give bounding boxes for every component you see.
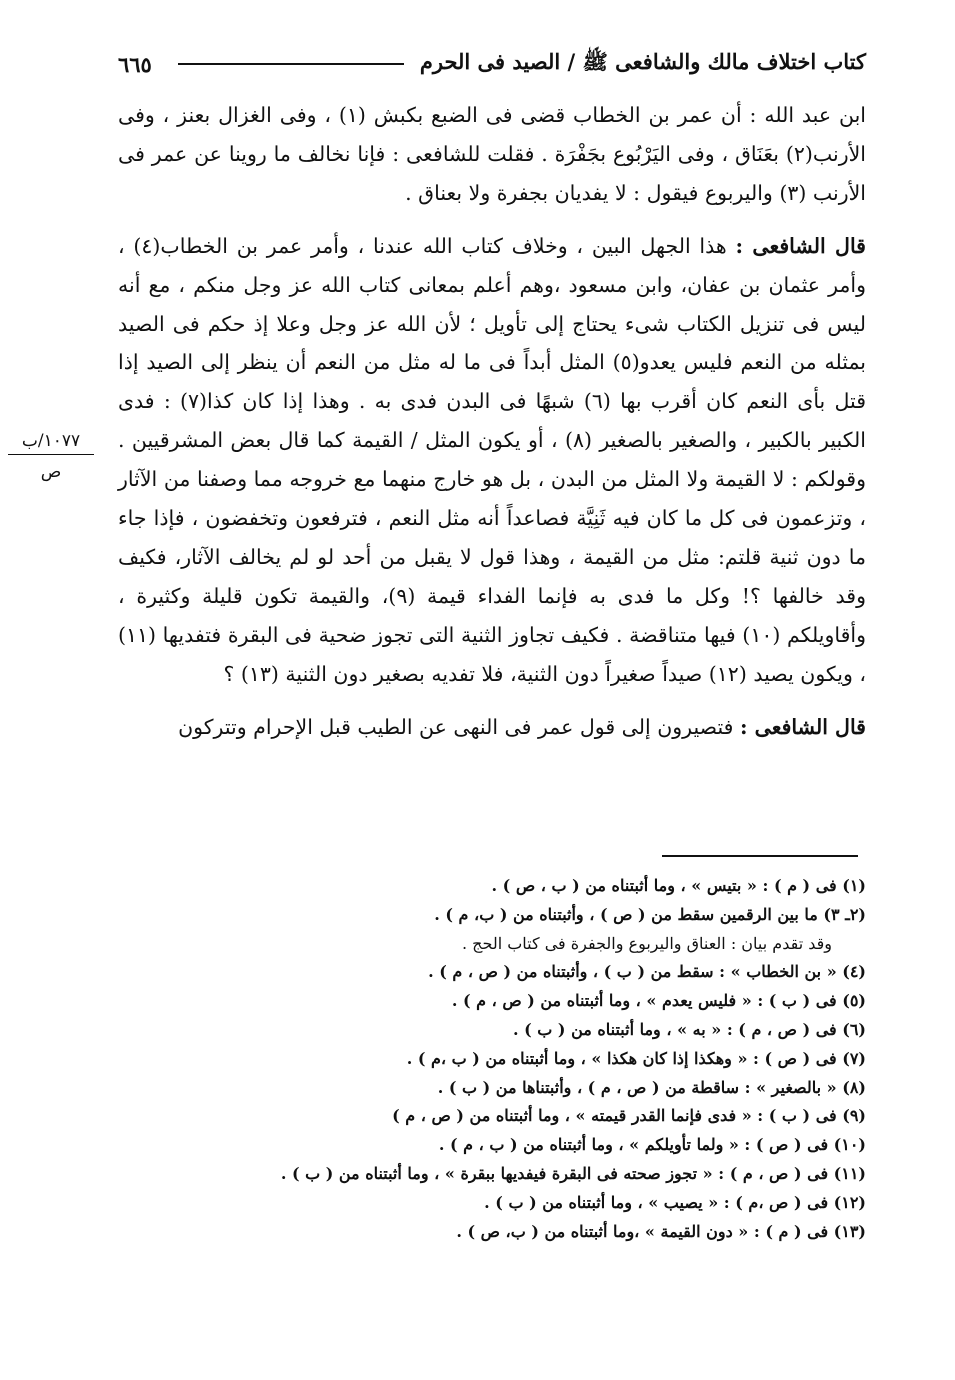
paragraph-2-text: هذا الجهل البين ، وخلاف كتاب الله عندنا ، وأمر عمر بن الخطاب(٤) ، وأمر عثمان بن عفان، وابن مسعود ،وهم أعلم بمعانى كتاب الله عز وجل منكم ، مع أنه ليس فى تنزيل الكتاب شىء يحتاج إلى تأويل ؛ لأن الله عز وجل وعلا إذ حكم فى الصيد بمثله من النعم فليس يعدو(٥) المثل أبداً فى ما له مثل من النعم أن ينظر إلى الصيد إذا قتل بأى النعم كان أقرب بها (٦) شبهًا فى البدن فدى به . وهذا إذا كان كذا(٧) : فدى الكبير بالكبير ، والصغير بالصغير (٨) ، أو يكون المثل / القيمة كما قال بعض المشرقيين . وقولكم : لا القيمة ولا المثل من البدن ، بل هو خارج منهما مع خروجه مما وصفنا من الآثار ، وتزعمون فى كل ما كان فيه ثَنِيَّة فصاعداً أنه مثل النعم ، فترفعون وتخفضون ، فإذا جاء ما دون ثنية قلتم: مثل من القيمة ، وهذا قول لا يقبل من أحد لو لم يخالف الآثار، فكيف وقد خالفها ؟! وكل ما فدى به فإنما الفداء قيمة (٩)، والقيمة تكون قليلة وكثيرة ، وأقاويلكم (١٠) فيها متناقضة . فكيف تجاوز الثنية التى تجوز ضحية فى البقرة فتفديها (١١) ، ويكون يصيد (١٢) صيداً صغيراً دون الثنية، فلا تفديه بصغير دون الثنية (١٣) ؟ (118, 233, 867, 686)
main-text (118, 96, 866, 747)
footnotes (150, 872, 866, 1246)
footnote: (٤) « بن الخطاب » : سقط من ( ب ) ، وأثبتناه من ( ص ، م ) . (428, 962, 866, 982)
running-title: كتاب اختلاف مالك والشافعى ﷺ / الصيد فى الحرم (419, 48, 866, 74)
footnote: (١٣) فى ( م ) : « دون القيمة » ،وما أثبتناه من ( ب، ص ) . (456, 1221, 866, 1241)
footnote: (٢ـ ٣) ما بين الرقمين سقط من ( ص ) ، وأثبتناه من ( ب، م ) . (434, 904, 866, 924)
margin-manuscript-siglum: ص (40, 462, 62, 482)
page-number: ٦٦٥ (118, 51, 152, 77)
footnote: (١) فى ( م ) : « بتيس » ، وما أثبتناه من ( ب ، ص ) . (491, 876, 866, 895)
footnote: (١٠) فى ( ص ) : « ولما تأويلكم » ، وما أثبتناه من ( ب ، م ) . (438, 1135, 866, 1155)
running-header (118, 44, 866, 84)
footnote: (١٢) فى ( ص ،م ) : « يصيب » ، وما أثبتناه من ( ب ) . (484, 1192, 866, 1212)
paragraph-3 (118, 708, 866, 747)
paragraph-3-text: فتصيرون إلى قول عمر فى النهى عن الطيب قبل الإحرام وتتركون (178, 714, 740, 739)
footnote: (٦) فى ( ص ، م ) : « به » ، وما أثبتناه من ( ب ) . (513, 1019, 866, 1039)
footnote-note: وقد تقدم بيان : العناق واليربوع والجفرة فى كتاب الحج . (461, 933, 832, 953)
paragraph-1: ابن عبد الله : أن عمر بن الخطاب قضى فى الضبع بكبش (١) ، وفى الغزال بعنز ، وفى الأرنب(٢) بعَنَاق ، وفى اليَرْبُوع بجَفْرَة . فقلت للشافعى : فإنا نخالف ما روينا عن عمر فى الأرنب (٣) واليربوع فيقول : لا يفديان بجفرة ولا بعناق . (118, 103, 866, 205)
margin-folio-ref: ١٠٧٧/ب (8, 430, 94, 455)
footnote-separator (662, 855, 858, 857)
speaker-label: قال الشافعى : (739, 714, 866, 739)
speaker-label: قال الشافعى : (735, 233, 866, 258)
footnote: (٨) « بالصغير » : ساقطة من ( ص ، م ) ، وأثبتناها من ( ب ) . (437, 1077, 866, 1097)
footnote: (٧) فى ( ص ) : « وهكذا إذا كان هكذا » ، وما أثبتناه من ( ب ،م ) . (406, 1048, 866, 1068)
header-rule (178, 63, 404, 65)
paragraph-2 (118, 227, 866, 694)
footnote: (١١) فى ( ص ، م ) : « تجوز صحته فى البقرة فيفديها ببقرة » ، وما أثبتناه من ( ب ) . (280, 1163, 866, 1183)
footnote: (٥) فى ( ب ) : « فليس يعدم » ، وما أثبتناه من ( ص ، م ) . (451, 991, 866, 1011)
footnote: (٩) فى ( ب ) : « فدى فإنما القدر قيمته » ، وما أثبتناه من ( ص ، م ) (392, 1106, 866, 1126)
margin-manuscript-reference (8, 430, 94, 483)
